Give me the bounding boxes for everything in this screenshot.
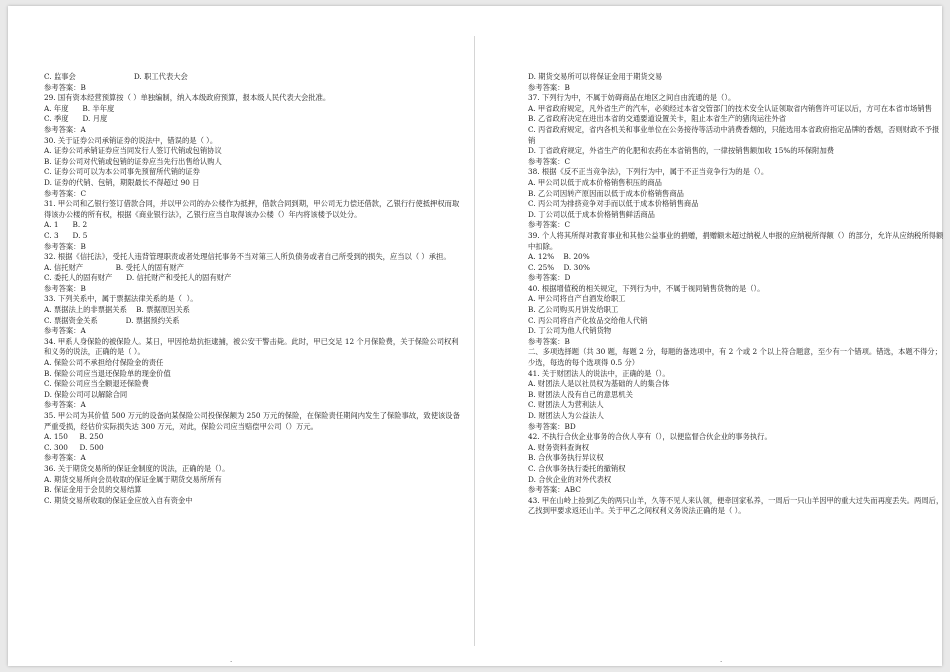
text-line: 40. 根据增值税的相关规定，下列行为中，不属于视同销售货物的是（）。 (528, 283, 765, 293)
text-line: D. 合伙企业的对外代表权 (528, 474, 612, 484)
text-line: A. 保险公司不承担给付保险金的责任 (44, 358, 164, 368)
text-line: A. 财团法人是以社员权为基础的人的集合体 (528, 379, 670, 389)
text-line: B. 乙省政府决定在进出本省的交通要道设置关卡，阻止本省生产的猪肉运往外省 (528, 114, 787, 124)
text-line: A. 票据法上的非票据关系 B. 票据原因关系 (44, 305, 190, 315)
text-line: 参考答案：A (44, 453, 86, 463)
text-line: A. 期货交易所向会员收取的保证金属于期货交易所所有 (44, 474, 222, 484)
text-line: D. 丁公司以低于成本价格销售鲜活商品 (528, 209, 655, 219)
text-line: 33. 下列关系中，属于票据法律关系的是（ ）。 (44, 294, 198, 304)
text-line: 42. 不执行合伙企业事务的合伙人享有（），以便监督合伙企业的事务执行。 (528, 432, 772, 442)
text-line: D. 财团法人为公益法人 (528, 411, 604, 420)
text-line: A. 信托财产 B. 受托人的固有财产 (44, 262, 184, 272)
text-line: A. 150 B. 250 (44, 432, 104, 442)
text-line: C. 期货交易所收取的保证金应放入自有资金中 (44, 495, 193, 505)
text-line: A. 财务资料查询权 (528, 442, 589, 452)
text-line: 参考答案：A (44, 326, 86, 336)
text-line: B. 财团法人没有自己的意思机关 (528, 389, 633, 399)
text-line: D. 丁公司为他人代销货物 (528, 326, 612, 336)
text-line: A. 甲公司将自产自酒发给职工 (528, 294, 626, 304)
text-line: 37. 下列行为中，不属于妨碍商品在地区之间自由流通的是（）。 (528, 93, 736, 103)
text-line: A. 甲公司以低于成本价格销售积压的商品 (528, 177, 662, 187)
text-line: 参考答案：C (44, 188, 87, 198)
text-line: C. 委托人的固有财产 D. 信托财产和受托人的固有财产 (44, 273, 232, 283)
text-line: D. 丁省政府规定，外省生产的化肥和农药在本省销售的，一律按销售额加收 15%的环保附加费 (528, 146, 835, 156)
text-line: 43. 甲在山岭上捡到乙失的两只山羊，久等不见人来认领，便牵回家私养，一周后一只山羊因甲的重大过失而再度丢失。两周后，乙找到甲要求返还山羊。关于甲乙之间权利义务说法正确的是（ ）。 (528, 495, 944, 516)
text-line: B. 证券公司对代销或包销的证券应当先行出售给认购人 (44, 156, 222, 166)
text-line: 参考答案：C (528, 156, 571, 166)
right-page-column (528, 72, 946, 657)
text-line: 参考答案：BD (528, 421, 576, 431)
text-line: 参考答案：D (528, 273, 571, 283)
text-line: C. 25% D. 30% (528, 262, 590, 272)
text-line: 参考答案：A (44, 124, 86, 134)
text-line: 41. 关于财团法人的说法中，正确的是（）。 (528, 368, 670, 378)
text-line: 参考答案：B (44, 283, 86, 293)
text-line: C. 3 D. 5 (44, 230, 88, 240)
text-line: D. 证券的代销、包销，期限最长不得超过 90 日 (44, 177, 200, 187)
text-line: B. 乙公司因转产原因而以低于成本价格销售商品 (528, 188, 684, 198)
text-line: 39. 个人将其所得对教育事业和其他公益事业的捐赠，捐赠额未超过纳税人申报的应纳税所得额（）的部分，允许从应纳税所得额中扣除。 (528, 230, 944, 251)
text-line: 34. 甲系人身保险的被保险人。某日，甲因抢劫抗拒逮捕，被公安干警击毙。此时，甲已交足 12 个月保险费，关于保险公司权利和义务的说法，正确的是（ ）。 (44, 336, 459, 357)
text-line: A. 1 B. 2 (44, 220, 88, 230)
text-line: 38. 根据《反不正当竞争法》，下列行为中，属于不正当竞争行为的是（）。 (528, 167, 769, 177)
text-line: B. 保证金用于会员的交易结算 (44, 485, 142, 495)
text-line: C. 合伙事务执行委托的撤销权 (528, 463, 626, 473)
text-line: 29. 国有资本经营预算按（ ）单独编制，纳入本级政府预算，报本级人民代表大会批准。 (44, 93, 331, 103)
text-line: C. 季度 D. 月度 (44, 114, 108, 124)
right-page-number: . (720, 656, 723, 664)
text-line: A. 12% B. 20% (528, 252, 590, 262)
text-line: 参考答案：B (44, 82, 86, 92)
text-line: 31. 甲公司和乙银行签订借款合同，并以甲公司的办公楼作为抵押，借款合同到期，甲公司无力偿还借款，乙银行行使抵押权而取得该办公楼的所有权，根据《商业银行法》，乙银行应当自取得该办公楼（）年内将该楼予以处分。 (44, 199, 460, 219)
text-line: A. 甲省政府规定，凡外省生产的汽车，必须经过本省交管部门的技术安全认证领取省内销售许可证以后，方可在本省市场销售 (528, 103, 932, 113)
text-line: C. 证券公司可以为本公司事先预留所代销的证券 (44, 167, 200, 177)
text-line: B. 乙公司购买月饼发给职工 (528, 305, 619, 315)
text-line: 30. 关于证券公司承销证券的说法中，错误的是（ ）。 (44, 135, 218, 145)
text-line: C. 丙公司将自产化妆品交给他人代销 (528, 315, 648, 325)
text-line: D. 期货交易所可以将保证金用于期货交易 (528, 72, 663, 81)
text-line: A. 证券公司承销证券应当同发行人签订代销或包销协议 (44, 146, 222, 156)
left-page-number: . (230, 656, 233, 664)
left-page-column (44, 72, 462, 657)
text-line: 36. 关于期货交易所的保证金制度的说法，正确的是（）。 (44, 463, 230, 473)
text-line: 参考答案：C (528, 220, 571, 230)
text-line: D. 保险公司可以解除合同 (44, 389, 128, 399)
text-line: 参考答案：B (528, 336, 570, 346)
text-line: 参考答案：ABC (528, 485, 581, 495)
text-line: C. 丙省政府规定，省内各机关和事业单位在公务接待等活动中消费香烟的，只能选用本省政府指定品牌的香烟，否则财政不予报销 (528, 124, 940, 145)
text-line: C. 财团法人为营利法人 (528, 400, 604, 410)
text-line: B. 合伙事务执行异议权 (528, 453, 604, 463)
text-line: A. 年度 B. 半年度 (44, 103, 115, 113)
text-line: C. 丙公司为排挤竞争对手而以低于成本价格销售商品 (528, 199, 699, 209)
page-gutter (474, 36, 475, 646)
text-line: C. 300 D. 500 (44, 442, 104, 452)
text-line: C. 监事会 D. 职工代表大会 (44, 72, 188, 81)
text-line: 二、多项选择题（共 30 题，每题 2 分，每题的备选项中，有 2 个或 2 个以上符合题意，至少有一个错项。错选，本题不得分；少选，每选的每个选项得 0.5 分） (528, 347, 942, 368)
text-line: B. 保险公司应当退还保险单的现金价值 (44, 368, 171, 378)
text-line: 35. 甲公司为其价值 500 万元的设备向某保险公司投保保额为 250 万元的保险，在保险责任期间内发生了保险事故，致使该设备严重受损，经估价实际损失达 300 万元，对此，保险公司应当赔偿甲公司（）万元。 (44, 411, 460, 431)
document-spread (8, 6, 942, 666)
text-line: 参考答案：B (44, 241, 86, 251)
text-line: C. 票据资金关系 D. 票据预约关系 (44, 315, 180, 325)
text-line: C. 保险公司应当全额退还保险费 (44, 379, 149, 389)
text-line: 32. 根据《信托法》，受托人违背管理职责或者处理信托事务不当对第三人所负债务或者自己所受到的损失，应当以（ ）承担。 (44, 252, 451, 262)
text-line: 参考答案：B (528, 82, 570, 92)
text-line: 参考答案：A (44, 400, 86, 410)
